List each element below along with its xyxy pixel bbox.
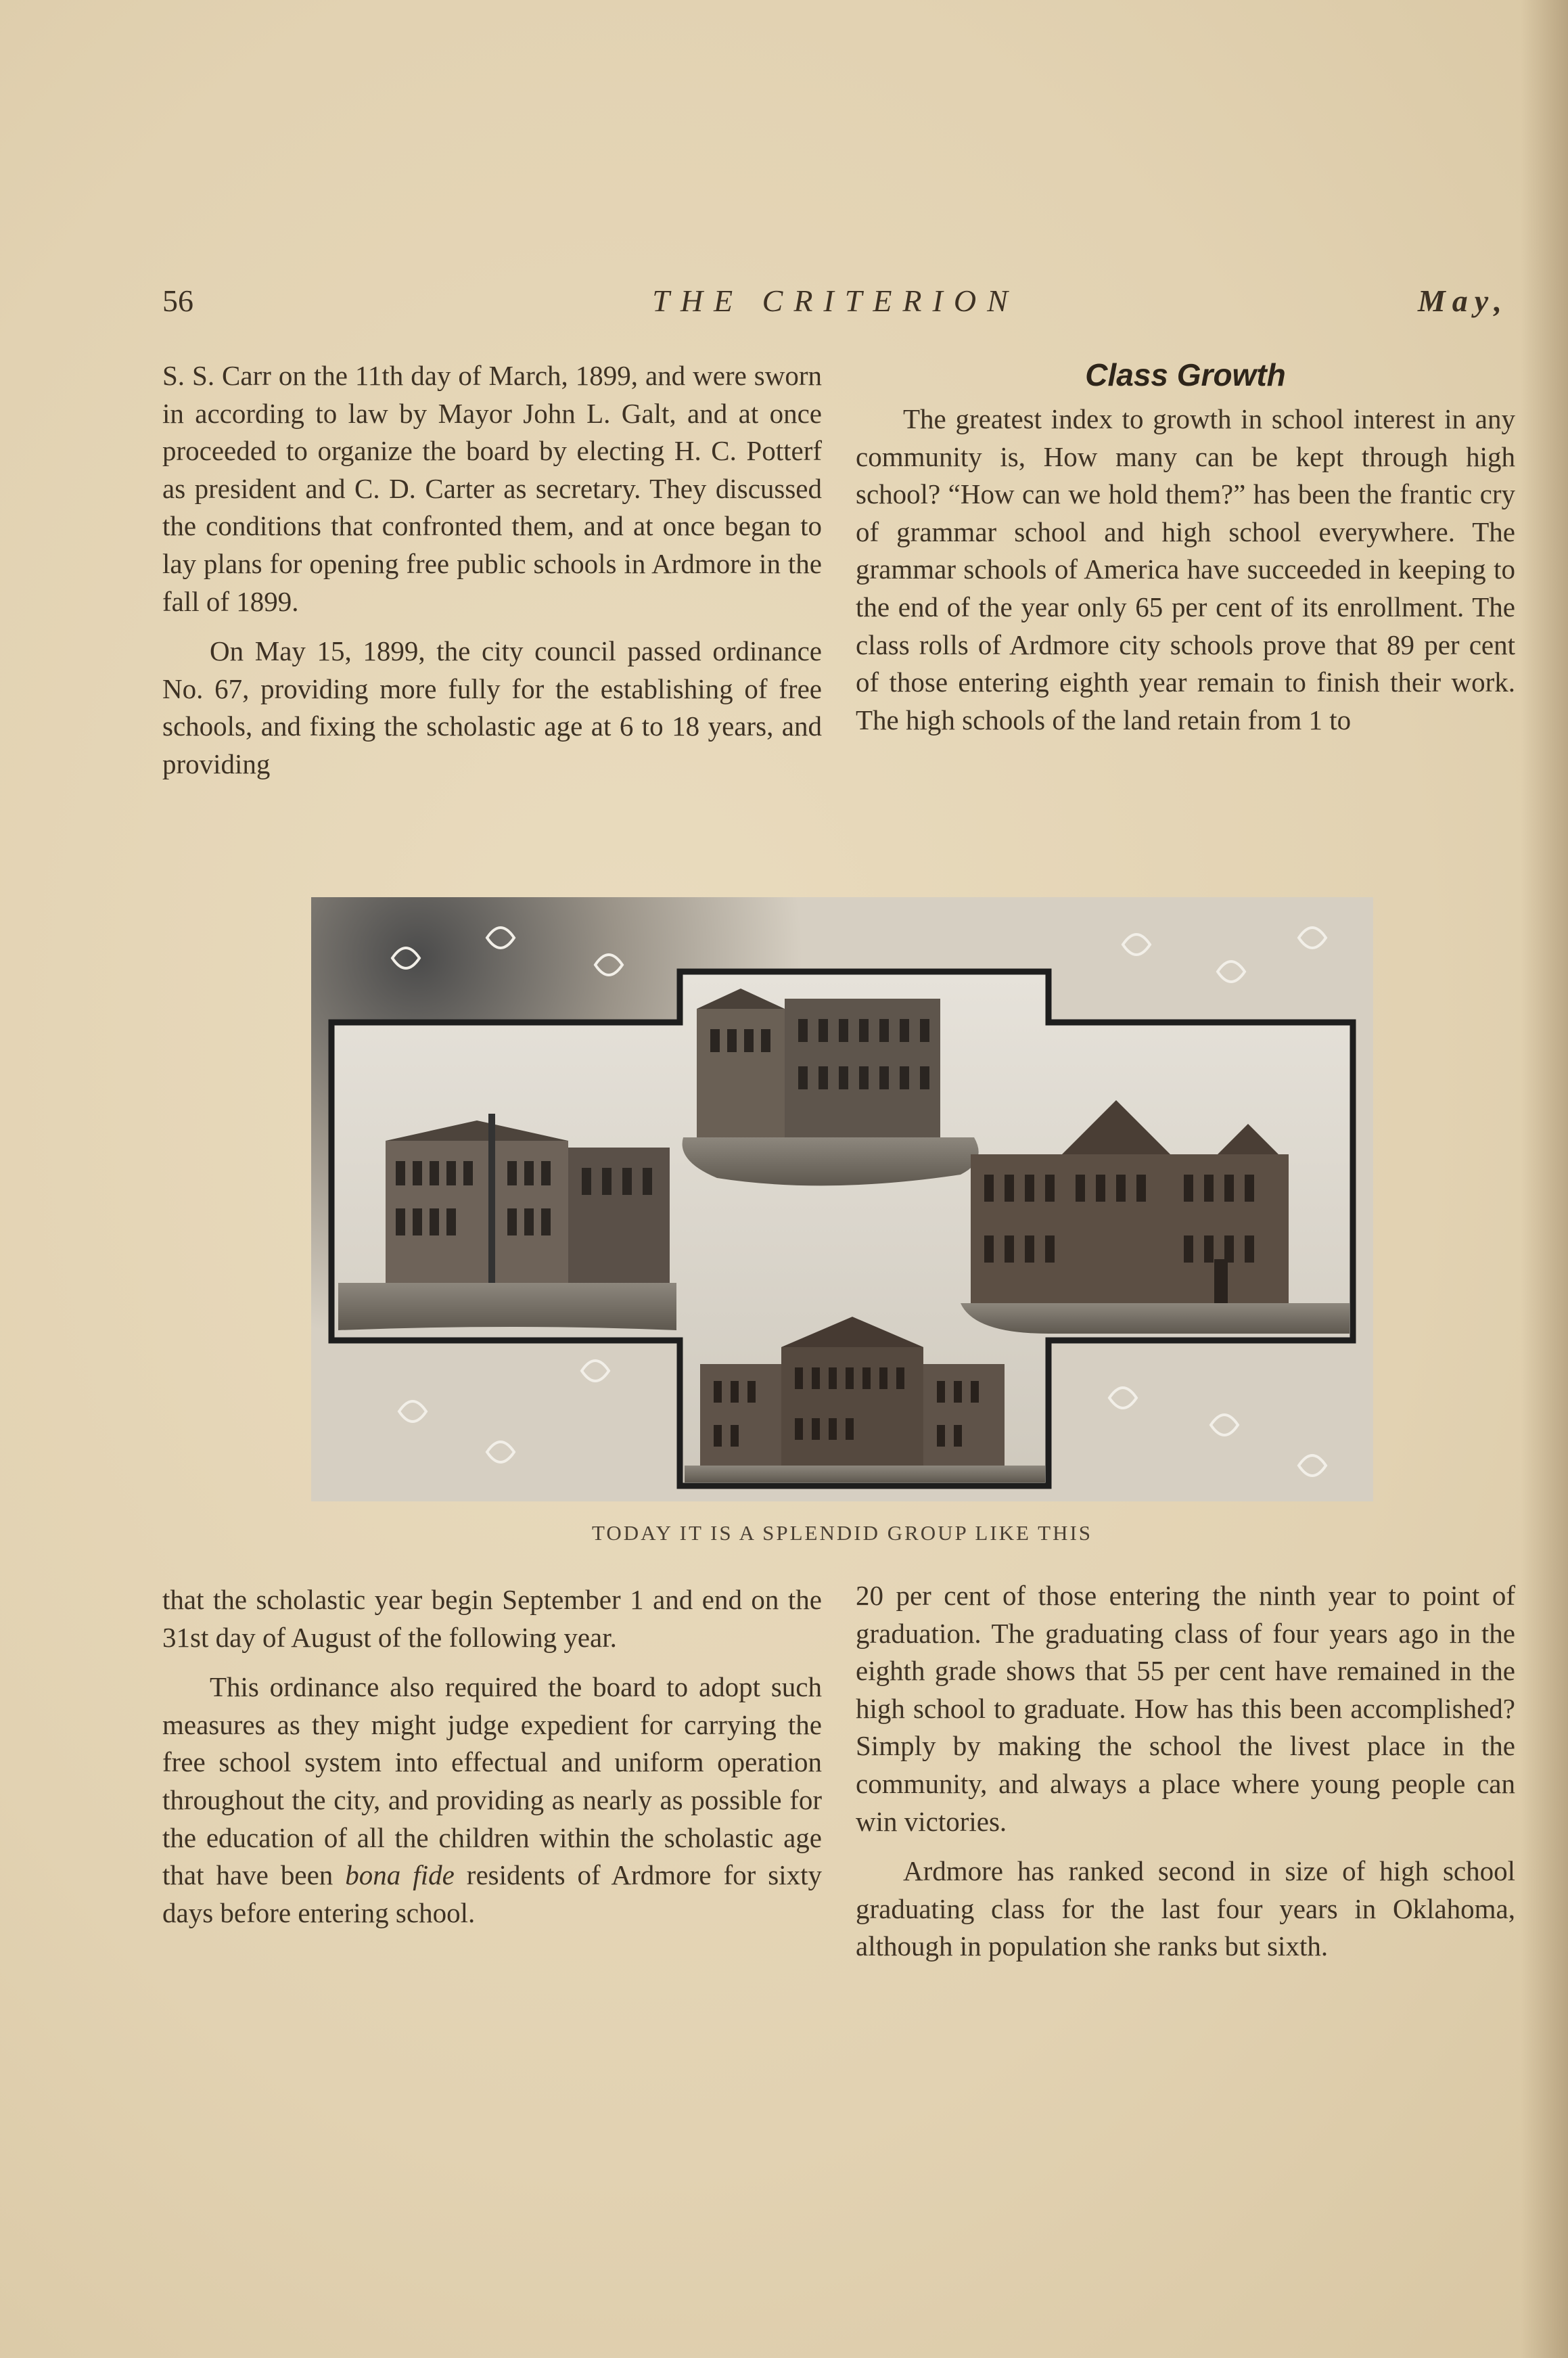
paragraph: that the scholastic year begin September 1 and end on the 31st day of August of the following year.: [162, 1584, 822, 1653]
page-edge-shadow: [1521, 0, 1568, 2358]
paragraph: 20 per cent of those entering the ninth year to point of graduation. The graduating class of four years ago in the eighth grade shows that 55 per cent have remained in the high school to graduate. How has this been accomplished? Simply by making the school the livest place in the community, and always a place where young people can win victories.: [856, 1580, 1515, 1837]
top-right-column: [856, 355, 1515, 739]
paragraph-text: residents of Ardmore for sixty days before entering school.: [162, 1859, 823, 1928]
figure-caption: TODAY IT IS A SPLENDID GROUP LIKE THIS: [591, 1521, 1093, 1545]
issue-month: May,: [1417, 284, 1508, 318]
bottom-left-column: [162, 1581, 822, 1932]
page-number: 56: [162, 284, 193, 318]
top-left-column: [162, 357, 822, 784]
italic-phrase: bona fide: [345, 1859, 455, 1891]
running-header: [162, 283, 1508, 330]
paragraph-text: This ordinance also required the board to adopt such measures as they might judge expedient for carrying the free school system into effectual and uniform operation throughout the city, and providing as nearly as possible for the education of all the children within the scholastic age that have been: [162, 1671, 822, 1891]
paragraph: The greatest index to growth in school interest in any community is, How many can be kept through high school? “How can we hold them?” has been the frantic cry of grammar school and high school everywhere. The grammar schools of America have succeeded in keeping to the end of the year only 65 per cent of its enrollment. The class rolls of Ardmore city schools prove that 89 per cent of those entering eighth year remain to finish their work. The high schools of the land retain from 1 to: [856, 403, 1515, 735]
paragraph: [162, 1669, 822, 1932]
section-heading: Class Growth: [1085, 357, 1286, 392]
journal-title: THE CRITERION: [652, 284, 1019, 318]
building-top-center: [683, 989, 979, 1185]
paragraph: S. S. Carr on the 11th day of March, 1899, and were sworn in according to law by Mayor John L. Galt, and at once proceeded to organize the board by electing H. C. Potterf as president and C. D. Carter as secretary. They discussed the conditions that confronted them, and at once began to lay plans for opening free public schools in Ardmore in the fall of 1899.: [162, 360, 822, 617]
photo-collage-illustration: [311, 897, 1373, 1501]
school-buildings-photo: [311, 897, 1373, 1501]
bottom-right-column: [856, 1577, 1515, 1966]
paragraph: On May 15, 1899, the city council passed ordinance No. 67, providing more fully for the establishing of free schools, and fixing the scholastic age at 6 to 18 years, and providing: [162, 635, 822, 779]
paragraph: Ardmore has ranked second in size of high school graduating class for the last four years in Oklahoma, although in population she ranks but sixth.: [856, 1855, 1515, 1962]
